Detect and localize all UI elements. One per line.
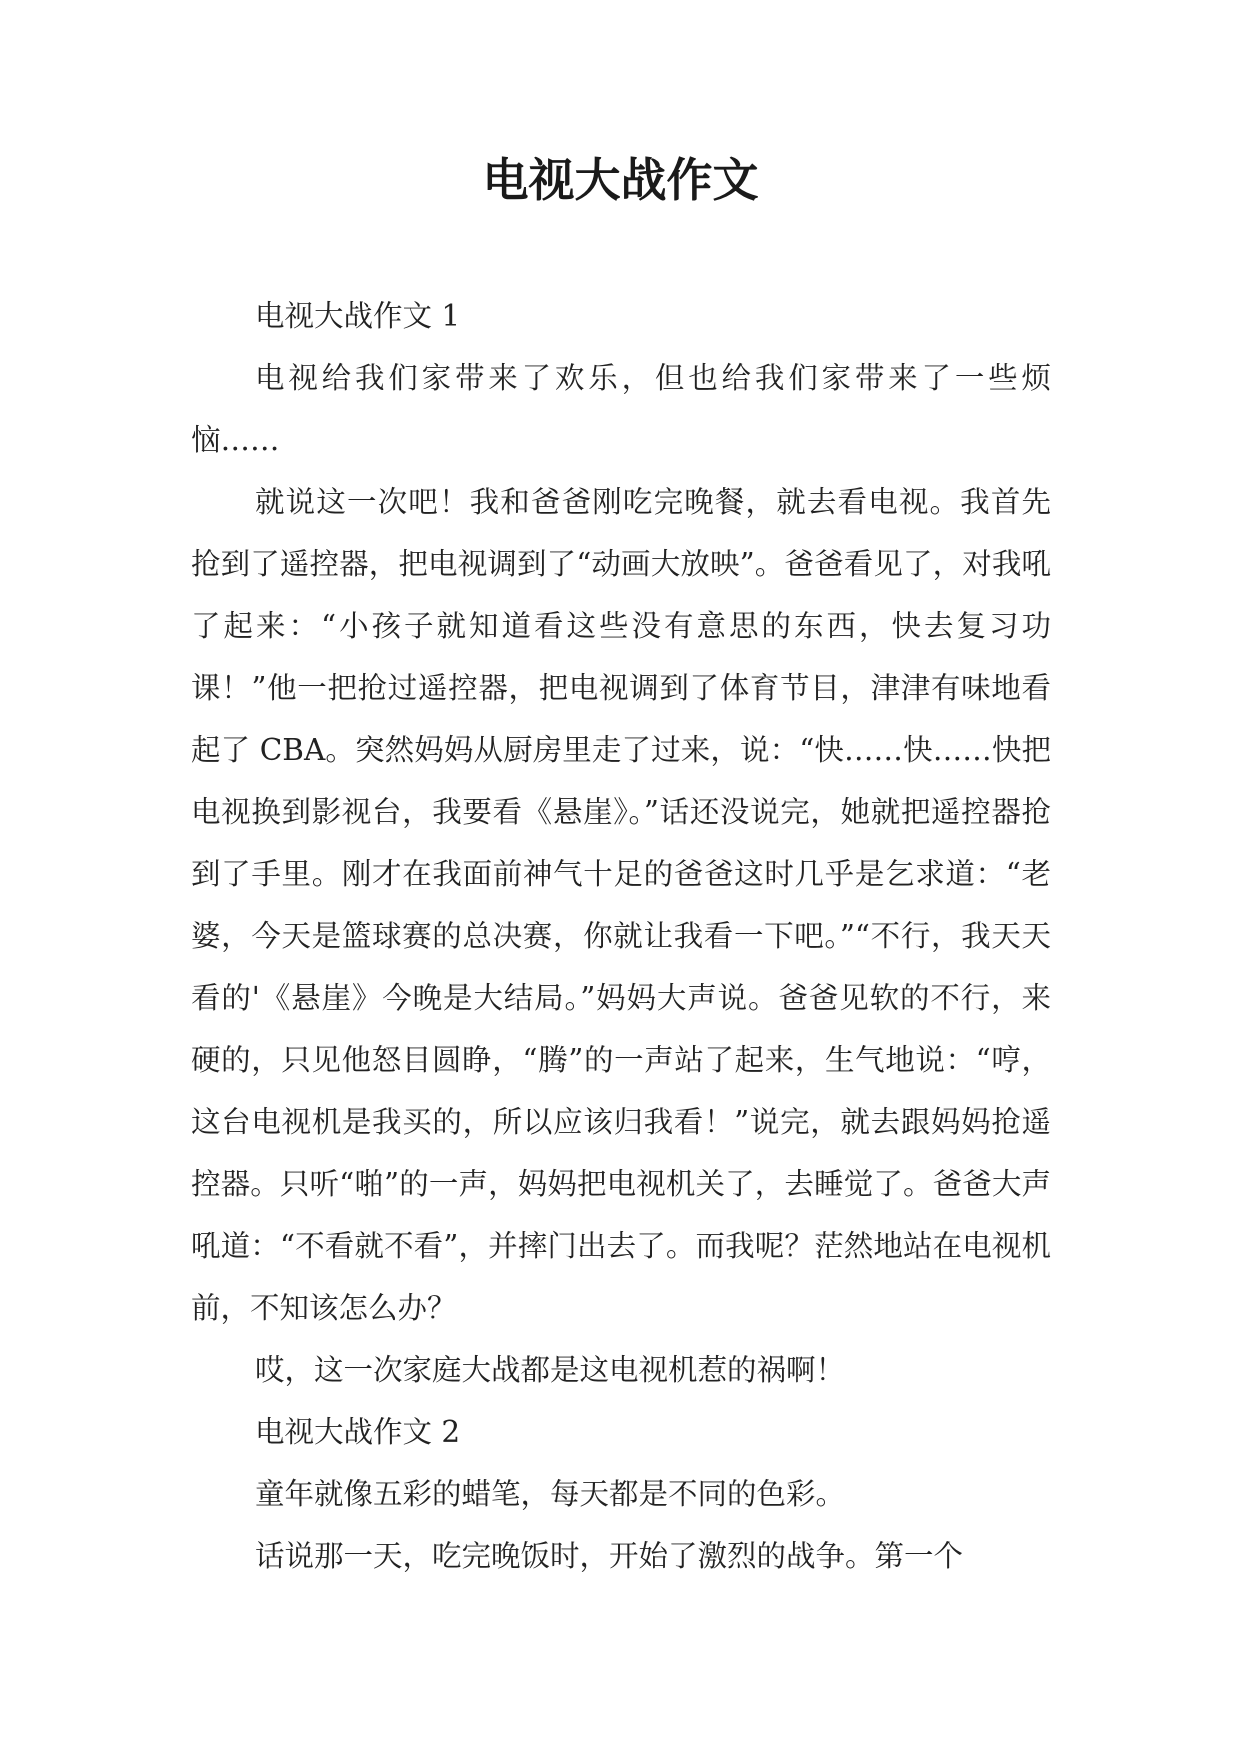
document-body — [191, 285, 1051, 1587]
section-heading-1: 电视大战作文 1 — [255, 299, 461, 333]
document-title: 电视大战作文 — [482, 153, 759, 207]
paragraph-intro: 电视给我们家带来了欢乐，但也给我们家带来了一些烦恼…… — [191, 361, 1051, 457]
paragraph-conclusion: 哎，这一次家庭大战都是这电视机惹的祸啊！ — [255, 1353, 846, 1387]
section-heading-2: 电视大战作文 2 — [255, 1415, 461, 1449]
paragraph-childhood: 童年就像五彩的蜡笔，每天都是不同的色彩。 — [255, 1477, 846, 1511]
paragraph-story: 就说这一次吧！我和爸爸刚吃完晚餐，就去看电视。我首先抢到了遥控器，把电视调到了“动画大放映”。爸爸看见了，对我吼了起来：“小孩子就知道看这些没有意思的东西，快去复习功课！”他一把抢过遥控器，把电视调到了体育节目，津津有味地看起了 CBA。突然妈妈从厨房里走了过来，说：“快……快……快把电视换到影视台，我要看《悬崖》。”话还没说完，她就把遥控器抢到了手里。刚才在我面前神气十足的爸爸这时几乎是乞求道：“老婆，今天是篮球赛的总决赛，你就让我看一下吧。”“不行，我天天看的'《悬崖》今晚是大结局。”妈妈大声说。爸爸见软的不行，来硬的，只见他怒目圆睁，“腾”的一声站了起来，生气地说：“哼，这台电视机是我买的，所以应该归我看！”说完，就去跟妈妈抢遥控器。只听“啪”的一声，妈妈把电视机关了，去睡觉了。爸爸大声吼道：“不看就不看”，并摔门出去了。而我呢？茫然地站在电视机前，不知该怎么办？ — [191, 485, 1051, 1325]
paragraph-battle-start: 话说那一天，吃完晚饭时，开始了激烈的战争。第一个 — [255, 1539, 964, 1573]
